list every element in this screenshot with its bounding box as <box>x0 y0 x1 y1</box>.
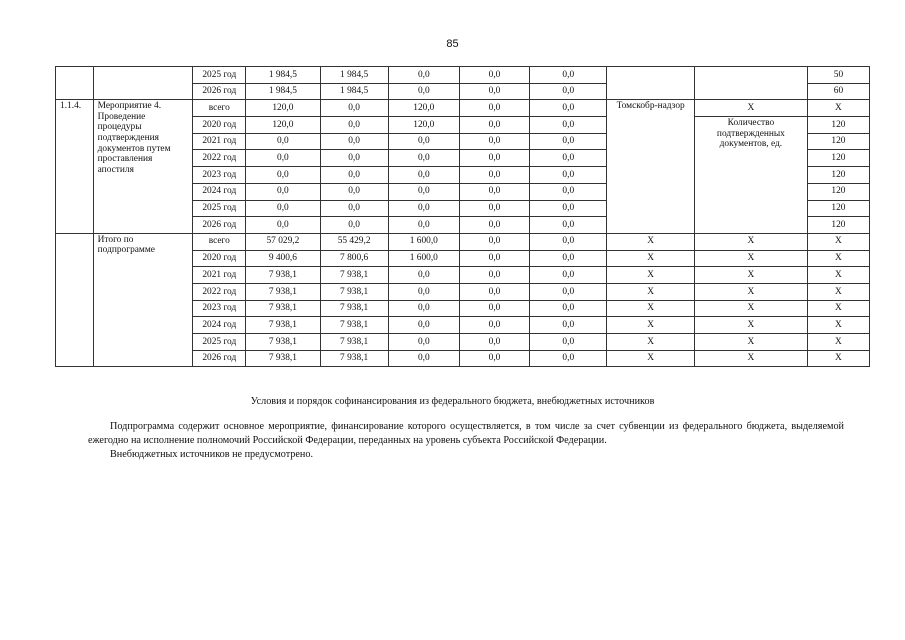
indicator-cell: X <box>694 334 807 351</box>
value-cell: 0,0 <box>320 117 388 134</box>
value-cell: 7 938,1 <box>246 334 320 351</box>
table-row <box>56 100 870 117</box>
value-cell: 0,0 <box>530 334 607 351</box>
value-cell: 120,0 <box>246 100 320 117</box>
value-cell: 7 938,1 <box>320 283 388 300</box>
value-cell: 7 938,1 <box>246 300 320 317</box>
value-cell: 0,0 <box>388 83 459 100</box>
indicator-cell <box>694 67 807 100</box>
value-cell: 0,0 <box>459 250 529 267</box>
value-cell: 1 984,5 <box>320 67 388 84</box>
value-cell: 0,0 <box>246 133 320 150</box>
value-cell: 0,0 <box>388 300 459 317</box>
indicator-cell: X <box>694 300 807 317</box>
value-cell: 0,0 <box>246 183 320 200</box>
year-cell: 2023 год <box>193 167 246 184</box>
value-cell: 0,0 <box>459 83 529 100</box>
value-cell: 120,0 <box>246 117 320 134</box>
indicator-cell: X <box>694 283 807 300</box>
value-cell: 0,0 <box>530 283 607 300</box>
target-value-cell: 120 <box>807 133 869 150</box>
indicator-cell: X <box>694 233 807 250</box>
measure-code: 1.1.4. <box>56 100 94 234</box>
year-cell: 2021 год <box>193 267 246 284</box>
target-value-cell: X <box>807 233 869 250</box>
value-cell: 0,0 <box>459 283 529 300</box>
value-cell: 0,0 <box>530 267 607 284</box>
value-cell: 0,0 <box>246 217 320 234</box>
executor-cell: X <box>607 250 695 267</box>
value-cell: 0,0 <box>530 100 607 117</box>
value-cell: 7 938,1 <box>246 283 320 300</box>
year-cell: 2020 год <box>193 117 246 134</box>
target-value-cell: X <box>807 317 869 334</box>
value-cell: 0,0 <box>459 334 529 351</box>
value-cell: 0,0 <box>530 83 607 100</box>
year-cell: 2025 год <box>193 67 246 84</box>
table-row <box>56 233 870 250</box>
value-cell: 0,0 <box>459 150 529 167</box>
value-cell: 0,0 <box>459 100 529 117</box>
value-cell: 0,0 <box>459 167 529 184</box>
value-cell: 0,0 <box>459 267 529 284</box>
value-cell: 0,0 <box>459 233 529 250</box>
year-cell: всего <box>193 233 246 250</box>
value-cell: 7 938,1 <box>320 267 388 284</box>
value-cell: 1 600,0 <box>388 233 459 250</box>
executor-cell: X <box>607 334 695 351</box>
value-cell: 7 938,1 <box>320 317 388 334</box>
year-cell: 2024 год <box>193 183 246 200</box>
value-cell: 0,0 <box>246 200 320 217</box>
value-cell: 0,0 <box>320 150 388 167</box>
table-row <box>56 67 870 84</box>
value-cell: 7 938,1 <box>320 300 388 317</box>
value-cell: 7 938,1 <box>246 267 320 284</box>
value-cell: 0,0 <box>246 167 320 184</box>
value-cell: 0,0 <box>530 133 607 150</box>
value-cell: 120,0 <box>388 100 459 117</box>
target-value-cell: 50 <box>807 67 869 84</box>
target-value-cell: X <box>807 267 869 284</box>
section-title: Условия и порядок софинансирования из федерального бюджета, внебюджетных источников <box>250 396 655 407</box>
indicator-cell: X <box>694 317 807 334</box>
target-value-cell: X <box>807 250 869 267</box>
executor-cell: X <box>607 267 695 284</box>
value-cell: 0,0 <box>530 233 607 250</box>
year-cell: 2024 год <box>193 317 246 334</box>
executor-cell: X <box>607 300 695 317</box>
indicator-cell: X <box>694 250 807 267</box>
value-cell: 0,0 <box>530 67 607 84</box>
value-cell: 1 984,5 <box>320 83 388 100</box>
year-cell: 2026 год <box>193 83 246 100</box>
indicator-header-cell: X <box>694 100 807 117</box>
body-text <box>88 420 844 462</box>
value-cell: 0,0 <box>530 317 607 334</box>
value-cell: 0,0 <box>388 133 459 150</box>
executor-cell: Томскобр-надзор <box>607 100 695 234</box>
value-cell: 0,0 <box>388 200 459 217</box>
executor-cell: X <box>607 233 695 250</box>
value-cell: 0,0 <box>388 183 459 200</box>
value-cell: 0,0 <box>388 267 459 284</box>
value-cell: 0,0 <box>320 133 388 150</box>
value-cell: 0,0 <box>320 167 388 184</box>
target-value-cell: 120 <box>807 117 869 134</box>
value-cell: 0,0 <box>530 217 607 234</box>
value-cell: 1 600,0 <box>388 250 459 267</box>
value-cell: 0,0 <box>530 350 607 367</box>
value-cell: 0,0 <box>388 334 459 351</box>
value-cell: 0,0 <box>530 167 607 184</box>
year-cell: 2020 год <box>193 250 246 267</box>
executor-cell: X <box>607 283 695 300</box>
total-code-cell <box>56 233 94 367</box>
value-cell: 57 029,2 <box>246 233 320 250</box>
paragraph: Внебюджетных источников не предусмотрено. <box>110 449 314 461</box>
target-value-cell: 120 <box>807 183 869 200</box>
indicator-cell: X <box>694 350 807 367</box>
page-number: 85 <box>446 38 459 50</box>
executor-cell <box>607 67 695 100</box>
value-cell: 0,0 <box>388 350 459 367</box>
total-name: Итого по подпрограмме <box>93 233 193 367</box>
target-value-cell: X <box>807 334 869 351</box>
value-cell: 0,0 <box>388 150 459 167</box>
value-cell: 0,0 <box>459 200 529 217</box>
value-cell: 0,0 <box>459 67 529 84</box>
target-value-cell: X <box>807 100 869 117</box>
financing-table <box>55 66 870 367</box>
value-cell: 0,0 <box>530 250 607 267</box>
value-cell: 1 984,5 <box>246 67 320 84</box>
value-cell: 7 938,1 <box>246 317 320 334</box>
value-cell: 0,0 <box>388 317 459 334</box>
target-value-cell: 120 <box>807 200 869 217</box>
year-cell: 2022 год <box>193 150 246 167</box>
measure-name: Мероприятие 4. Проведение процедуры подтверждения документов путем проставления апостиля <box>93 100 193 234</box>
code-cell <box>56 67 94 100</box>
value-cell: 7 938,1 <box>246 350 320 367</box>
value-cell: 0,0 <box>459 217 529 234</box>
value-cell: 0,0 <box>388 217 459 234</box>
indicator-cell: Количество подтвержденных документов, ед. <box>694 117 807 234</box>
target-value-cell: 120 <box>807 150 869 167</box>
value-cell: 0,0 <box>320 200 388 217</box>
year-cell: 2025 год <box>193 200 246 217</box>
value-cell: 1 984,5 <box>246 83 320 100</box>
name-cell <box>93 67 193 100</box>
value-cell: 0,0 <box>459 117 529 134</box>
value-cell: 55 429,2 <box>320 233 388 250</box>
table-body <box>56 67 870 367</box>
value-cell: 7 938,1 <box>320 350 388 367</box>
value-cell: 0,0 <box>459 183 529 200</box>
value-cell: 0,0 <box>530 300 607 317</box>
year-cell: 2025 год <box>193 334 246 351</box>
year-cell: всего <box>193 100 246 117</box>
value-cell: 0,0 <box>320 183 388 200</box>
value-cell: 7 938,1 <box>320 334 388 351</box>
value-cell: 0,0 <box>530 150 607 167</box>
value-cell: 0,0 <box>459 350 529 367</box>
target-value-cell: 60 <box>807 83 869 100</box>
value-cell: 0,0 <box>246 150 320 167</box>
value-cell: 0,0 <box>388 67 459 84</box>
year-cell: 2026 год <box>193 217 246 234</box>
value-cell: 0,0 <box>388 167 459 184</box>
year-cell: 2023 год <box>193 300 246 317</box>
value-cell: 7 800,6 <box>320 250 388 267</box>
value-cell: 0,0 <box>459 317 529 334</box>
indicator-cell: X <box>694 267 807 284</box>
year-cell: 2026 год <box>193 350 246 367</box>
target-value-cell: X <box>807 283 869 300</box>
target-value-cell: X <box>807 350 869 367</box>
year-cell: 2022 год <box>193 283 246 300</box>
value-cell: 0,0 <box>530 183 607 200</box>
value-cell: 9 400,6 <box>246 250 320 267</box>
target-value-cell: 120 <box>807 217 869 234</box>
value-cell: 0,0 <box>530 200 607 217</box>
year-cell: 2021 год <box>193 133 246 150</box>
value-cell: 0,0 <box>530 117 607 134</box>
value-cell: 0,0 <box>320 217 388 234</box>
value-cell: 120,0 <box>388 117 459 134</box>
value-cell: 0,0 <box>459 133 529 150</box>
paragraph: Подпрограмма содержит основное мероприятие, финансирование которого осуществляется, в том числе за счет субвенции из федерального бюджета, выделяемой ежегодно на исполнение полномочий Российской Федерации, переданных на уровень субъекта Российской Федерации. <box>88 421 844 447</box>
target-value-cell: 120 <box>807 167 869 184</box>
value-cell: 0,0 <box>388 283 459 300</box>
executor-cell: X <box>607 350 695 367</box>
value-cell: 0,0 <box>459 300 529 317</box>
executor-cell: X <box>607 317 695 334</box>
target-value-cell: X <box>807 300 869 317</box>
value-cell: 0,0 <box>320 100 388 117</box>
